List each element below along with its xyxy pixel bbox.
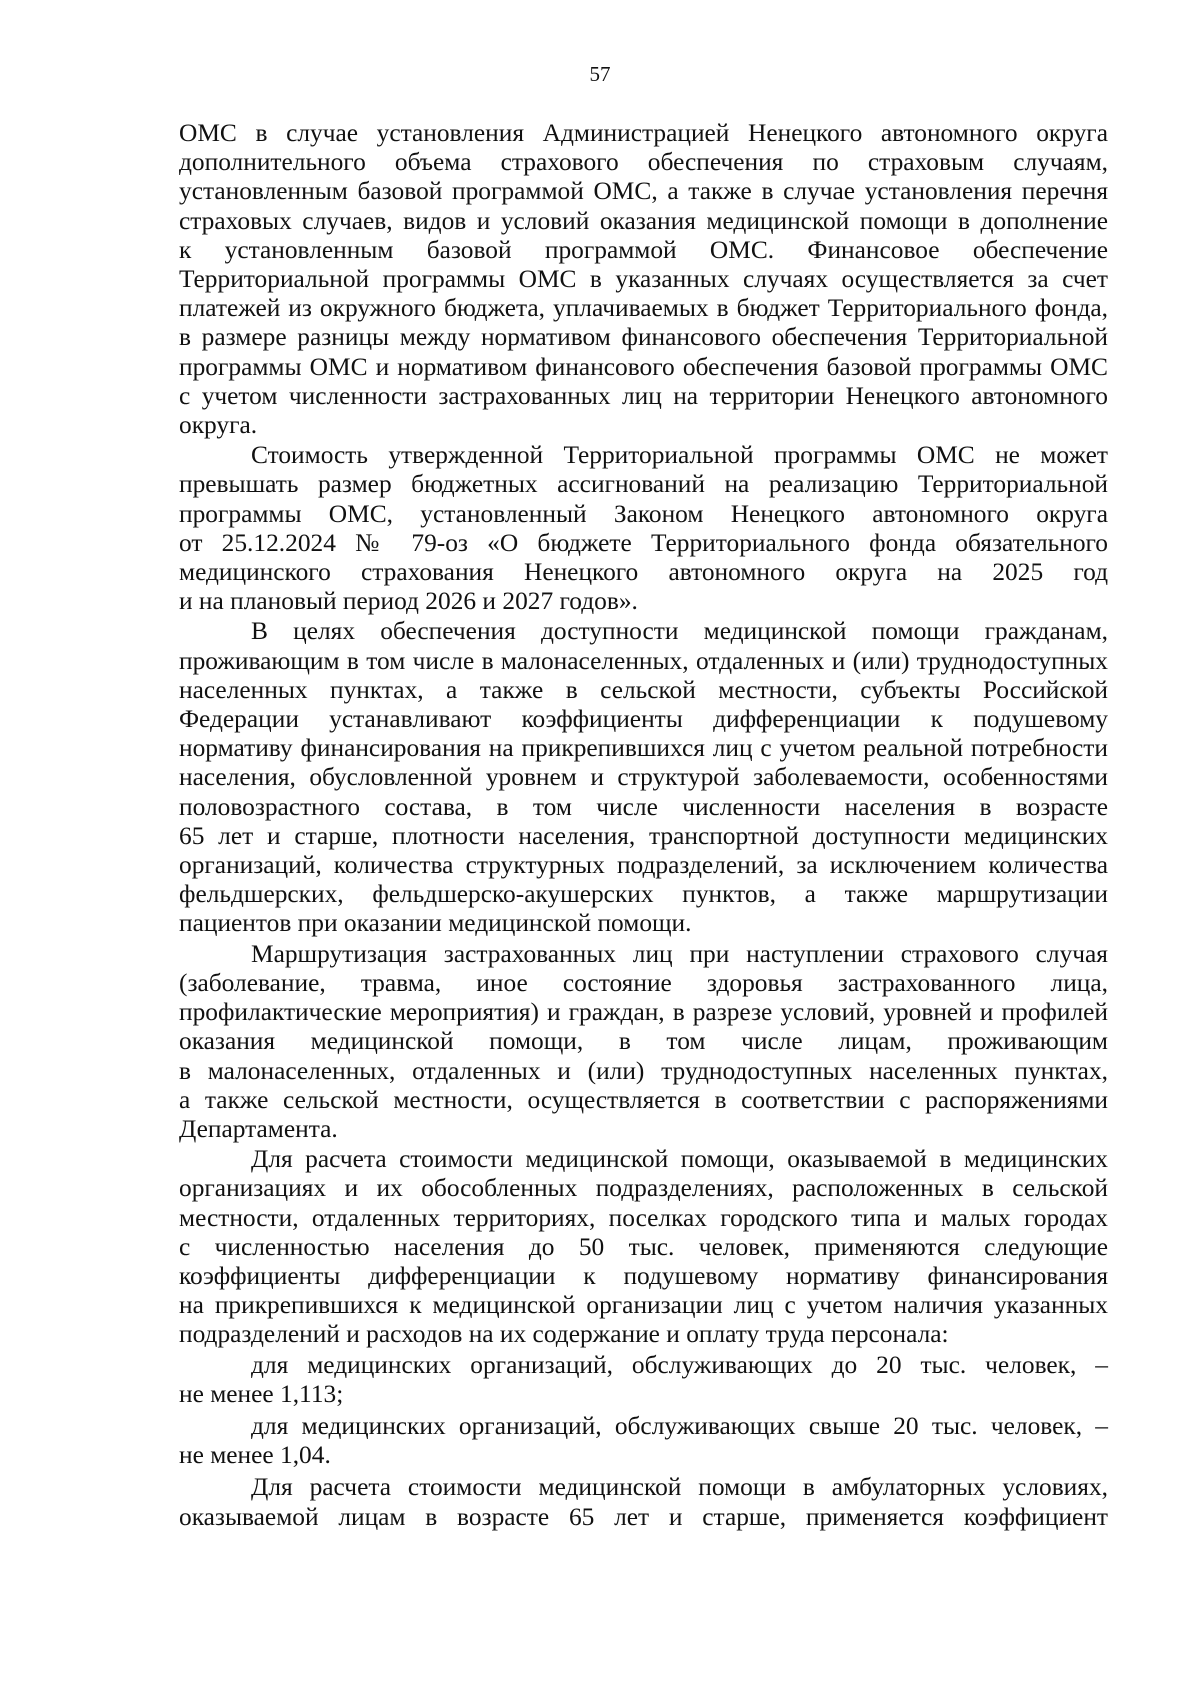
paragraph-line: организаций, количества структурных подразделений, за исключением количества	[179, 851, 1108, 880]
paragraph-line: Стоимость утвержденной Территориальной программы ОМС не может	[251, 441, 1108, 470]
paragraph-line: коэффициенты дифференциации к подушевому нормативу финансирования	[179, 1261, 1108, 1290]
paragraph-line: для медицинских организаций, обслуживающих свыше 20 тыс. человек, –	[251, 1411, 1108, 1440]
page-number: 57	[589, 62, 611, 86]
paragraph-6	[179, 1351, 1108, 1409]
paragraph-line: на прикрепившихся к медицинской организации лиц с учетом наличия указанных	[179, 1291, 1108, 1320]
paragraph-line: Маршрутизация застрахованных лиц при наступлении страхового случая	[251, 939, 1108, 968]
paragraph-3	[179, 617, 1108, 938]
paragraph-line: ОМС в случае установления Администрацией Ненецкого автономного округа	[179, 119, 1108, 147]
paragraph-line: пациентов при оказании медицинской помощи.	[179, 909, 692, 938]
document-body	[179, 119, 1108, 1532]
paragraph-line: а также сельской местности, осуществляется в соответствии с распоряжениями	[179, 1085, 1108, 1114]
paragraph-line: нормативу финансирования на прикрепившихся лиц с учетом реальной потребности	[179, 734, 1108, 763]
paragraph-line: населения, обусловленной уровнем и структурой заболеваемости, особенностями	[179, 763, 1108, 792]
paragraph-1	[179, 119, 1108, 440]
paragraph-line: в малонаселенных, отдаленных и (или) труднодоступных населенных пунктах,	[179, 1056, 1108, 1085]
paragraph-line: установленным базовой программой ОМС, а также в случае установления перечня	[179, 177, 1108, 206]
paragraph-2	[179, 441, 1108, 616]
paragraph-line: (заболевание, травма, иное состояние здоровья застрахованного лица,	[179, 968, 1108, 997]
paragraph-line: организациях и их обособленных подразделениях, расположенных в сельской	[179, 1174, 1108, 1203]
paragraph-line: не менее 1,113;	[179, 1379, 344, 1408]
paragraph-line: населенных пунктах, а также в сельской местности, субъекты Российской	[179, 675, 1108, 704]
paragraph-line: фельдшерских, фельдшерско-акушерских пунктов, а также маршрутизации	[179, 880, 1108, 909]
paragraph-line: превышать размер бюджетных ассигнований на реализацию Территориальной	[179, 470, 1108, 499]
paragraph-line: с численностью населения до 50 тыс. человек, применяются следующие	[179, 1232, 1108, 1261]
paragraph-line: округа.	[179, 411, 258, 440]
paragraph-line: оказания медицинской помощи, в том числе лицам, проживающим	[179, 1027, 1108, 1056]
paragraph-line: с учетом численности застрахованных лиц на территории Ненецкого автономного	[179, 381, 1108, 410]
paragraph-line: профилактические мероприятия) и граждан, в разрезе условий, уровней и профилей	[179, 998, 1108, 1027]
paragraph-line: проживающим в том числе в малонаселенных, отдаленных и (или) труднодоступных	[179, 646, 1108, 675]
paragraph-line: от 25.12.2024 № 79-оз «О бюджете Территориального фонда обязательного	[179, 528, 1108, 557]
paragraph-line: 65 лет и старше, плотности населения, транспортной доступности медицинских	[179, 821, 1108, 850]
paragraph-line: Федерации устанавливают коэффициенты дифференциации к подушевому	[179, 705, 1108, 734]
paragraph-line: программы ОМС и нормативом финансового обеспечения базовой программы ОМС	[179, 352, 1108, 381]
paragraph-line: Территориальной программы ОМС в указанных случаях осуществляется за счет	[179, 265, 1108, 294]
paragraph-line: дополнительного объема страхового обеспечения по страховым случаям,	[179, 148, 1108, 177]
paragraph-line: в размере разницы между нормативом финансового обеспечения Территориальной	[179, 323, 1108, 352]
paragraph-line: страховых случаев, видов и условий оказания медицинской помощи в дополнение	[179, 206, 1108, 235]
paragraph-line: Для расчета стоимости медицинской помощи в амбулаторных условиях,	[251, 1473, 1108, 1502]
paragraph-line: Департамента.	[179, 1114, 338, 1143]
paragraph-line: Для расчета стоимости медицинской помощи, оказываемой в медицинских	[251, 1145, 1108, 1174]
paragraph-line: платежей из окружного бюджета, уплачиваемых в бюджет Территориального фонда,	[179, 294, 1108, 323]
paragraph-line: половозрастного состава, в том числе численности населения в возрасте	[179, 792, 1108, 821]
paragraph-line: и на плановый период 2026 и 2027 годов».	[179, 587, 638, 616]
paragraph-line: не менее 1,04.	[179, 1441, 331, 1470]
paragraph-line: подразделений и расходов на их содержание и оплату труда персонала:	[179, 1320, 949, 1349]
paragraph-line: медицинского страхования Ненецкого автономного округа на 2025 год	[179, 558, 1108, 587]
paragraph-line: В целях обеспечения доступности медицинской помощи гражданам,	[251, 617, 1108, 646]
paragraph-4	[179, 940, 1108, 1144]
paragraph-line: к установленным базовой программой ОМС. Финансовое обеспечение	[179, 235, 1108, 264]
paragraph-line: для медицинских организаций, обслуживающих до 20 тыс. человек, –	[251, 1350, 1108, 1379]
paragraph-line: программы ОМС, установленный Законом Ненецкого автономного округа	[179, 499, 1108, 528]
paragraph-7	[179, 1412, 1108, 1470]
paragraph-line: местности, отдаленных территориях, поселках городского типа и малых городах	[179, 1203, 1108, 1232]
paragraph-line: оказываемой лицам в возрасте 65 лет и старше, применяется коэффициент	[179, 1502, 1108, 1531]
paragraph-5	[179, 1145, 1108, 1349]
paragraph-8	[179, 1473, 1108, 1531]
